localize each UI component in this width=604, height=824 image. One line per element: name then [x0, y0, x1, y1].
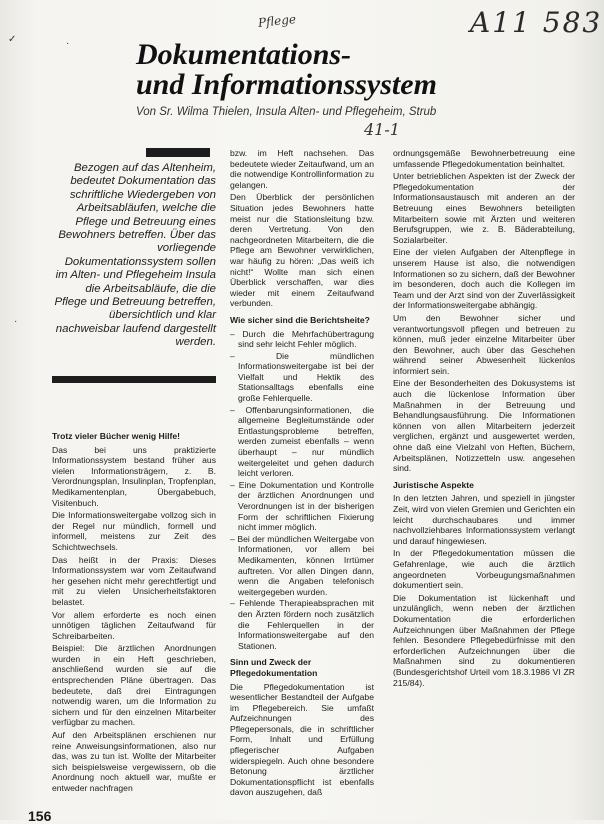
list-item: – Fehlende Therapieabsprachen mit den Ärzten fördern noch zusätzlich die Fehlerquellen in der Informationsweitergabe auf den Stationen.	[230, 598, 374, 651]
handwritten-note: Pflege	[257, 12, 297, 30]
section-heading: Trotz vieler Bücher wenig Hilfe!	[52, 431, 180, 441]
paragraph: Vor allem erforderte es noch einen unnötigen täglichen Zeitaufwand für Schreibarbeiten.	[52, 609, 216, 641]
intro-marker-bar	[146, 148, 210, 157]
column-2	[230, 148, 374, 800]
column-3	[393, 148, 575, 690]
list-item: – Eine Dokumentation und Kontrolle der ärztlichen Anordnungen und Verordnungen ist in der bisherigen Form der schriftlichen Fixierung nicht immer möglich.	[230, 479, 375, 533]
intro-underline-bar	[52, 376, 216, 383]
paragraph: Die Dokumentation ist lückenhaft und unzulänglich, wenn neben der ärztlichen Dokumentation die erforderlichen Aufzeichnungen über Maßnahmen der Pflege fehlen. Besondere Pflegebedürfnisse mit den erforderlichen Aufzeichnungen über die Maßnahmen sind zu dokumentieren (Bundesgerichtshof Urteil vom 18.3.1986 VI ZR 215/84).	[393, 592, 575, 688]
scan-mark: ✓	[8, 34, 17, 45]
scan-mark: ·	[66, 38, 70, 49]
paragraph: Die Pflegedokumentation ist wesentlicher Bestandteil der Aufgabe im Pflegebereich. Sie umfaßt Aufzeichnungen des Pflegepersonals, die in schriftlicher Form, Inhalt und Erfüllung pflegerischer Aufgaben widerspiegeln. Auch ohne besondere Betonung ärztlicher Dokumentationspflicht ist ebenfalls davon auszugehen, daß	[230, 681, 374, 798]
paragraph: bzw. im Heft nachsehen. Das bedeutete wieder Zeitaufwand, um an die notwendige Kontrollinformation zu gelangen.	[230, 148, 374, 190]
intro-text: Bezogen auf das Altenheim, bedeutet Dokumentation das schriftliche Wiedergeben von Arbeitsabläufen, welche die Pflege und Betreuung eines Bewohners betreffen. Über das vorliegende Dokumentationssystem sollen im Alten- und Pflegeheim Insula die Arbeitsabläufe, die die Pflege und Betreuung betreffen, übersichtlich und klar nachweisbar laufend dargestellt werden.	[54, 162, 216, 349]
paragraph: Das heißt in der Praxis: Dieses Informationssystem war vom Zeitaufwand her gesehen nicht mehr gerechtfertigt und mit zu vielen Unsicherheitsfaktoren belastet.	[52, 554, 216, 607]
column-1	[52, 425, 216, 796]
paragraph: Beispiel: Die ärztlichen Anordnungen wurden in ein Heft geschrieben, anschließend wurden sie auf die entsprechenden Pläne übertragen. Das bedeutete, daß drei Eintragungen notwendig waren, um die Information zu sichern und für den einzelnen Mitarbeiter verfügbar zu machen.	[52, 643, 216, 728]
article-title-line2: und Informationssystem	[136, 68, 437, 101]
paragraph: In den letzten Jahren, und speziell in jüngster Zeit, wird von vielen Gremien und Gerichten ein leicht durchschaubares und immer nachvollziehbares Informationssystem verlangt und darauf hingewiesen.	[393, 493, 575, 546]
article-title-line1: Dokumentations-	[136, 38, 352, 71]
section-heading: Juristische Aspekte	[393, 479, 474, 490]
section-heading: Wie sicher sind die Berichtsheite?	[230, 314, 370, 325]
handwritten-section-mark: 41-1	[364, 120, 400, 139]
paragraph: Die Informationsweitergabe vollzog sich in der Regel nur mündlich, formell und informell, meistens zur Zeit des Schichtwechsels.	[52, 510, 216, 552]
bullet-list	[230, 329, 374, 652]
paragraph: Auf den Arbeitsplänen erschienen nur reine Anweisungsinformationen, also nur das, was zu tun ist. Wollte der Mitarbeiter sich beispielsweise vergewissern, ob die Anordnung noch aktuell war, mußte er entweder nachfragen	[52, 730, 216, 793]
paragraph: Eine der Besonderheiten des Dokusystems ist auch die lückenlose Information über Maßnahmen in der Betreuung und Behandlungsausführung. Die Informationen können von allen Mitarbeitern jederzeit verglichen, ergänzt und ausgewertet werden, ohne daß eine Vielzahl von Heften, Büchern, Arbeitsplänen, Notizzetteln usw. angesehen sind.	[393, 378, 575, 474]
page-number: 156	[28, 808, 52, 824]
section-heading: Sinn und Zweck der Pflegedokumentation	[230, 657, 318, 678]
paragraph: Eine der vielen Aufgaben der Altenpflege in unserem Hause ist also, die notwendigen Informationen so zu sichern, daß der Bewohner im besonderen, doch auch die Kollegen im Team und der Arzt sind von der Zuverlässigkeit der Informationsweitergabe abhängig.	[393, 247, 575, 311]
list-item: – Bei der mündlichen Weitergabe von Informationen, vor allem bei Medikamenten, können Irrtümer auftreten. Vor allen Dingen dann, wenn die Angaben telefonisch weitergegeben wurden.	[230, 533, 374, 597]
paragraph: Das bei uns praktizierte Informationssystem bestand früher aus vielen Informationsträgern, z. B. Verordnungsplan, Insulinplan, Tropfenplan, Medikamentenplan, Übergabebuch, Visitenbuch.	[52, 444, 216, 508]
paragraph: ordnungsgemäße Bewohnerbetreuung eine umfassende Pflegedokumentation beinhaltet.	[393, 148, 575, 169]
paragraph: Den Überblick der persönlichen Situation jedes Bewohners hatte meist nur die Stationsleitung bzw. deren Vertretung. Von den nachgeordneten Mitarbeitern, die die Pflege am Bewohner verwirklichen, war häufig zu hören: „Das weiß ich nicht!“ Wollte man sich einen Überblick verschaffen, war dies wieder mit einem Zeitaufwand verbunden.	[230, 192, 374, 309]
paragraph: Unter betrieblichen Aspekten ist der Zweck der Pflegedokumentation der Informationsaustausch mit anderen an der Betreuung eines Bewohners beteiligten Mitarbeitern sowie mit Ärzten und weiteren Berufsgruppen, wie z. B. Bäderabteilung, Sozialarbeiter.	[393, 171, 575, 245]
paragraph: In der Pflegedokumentation müssen die Gefahrenlage, wie auch die ärztlich angeordneten Vorbeugungsmaßnahmen dokumentiert sein.	[393, 548, 575, 591]
scan-mark: ·	[14, 316, 18, 327]
article-byline: Von Sr. Wilma Thielen, Insula Alten- und Pflegeheim, Strub	[136, 106, 437, 118]
paragraph: Um den Bewohner sicher und verantwortungsvoll pflegen und betreuen zu können, muß jeder einzelne Mitarbeiter über den Bewohner, auch über das Geschehen während seiner Abwesenheit lückenlos informiert sein.	[393, 312, 575, 376]
list-item: – Die mündlichen Informationsweitergabe ist bei der Vielfalt und Hektik des Stationsalltags ebenfalls eine große Fehlerquelle.	[230, 350, 374, 404]
list-item: – Offenbarungsinformationen, die allgemeine Begleitumstände oder Entlastungsprobleme betreffen, werden zumeist ebenfalls – wenn überhaupt – nur mündlich weitergeleitet und gehen dadurch leicht verloren.	[230, 404, 374, 479]
handwritten-archive-id: A11 583	[470, 6, 603, 39]
list-item: – Durch die Mehrfachübertragung sind sehr leicht Fehler möglich.	[230, 328, 375, 350]
